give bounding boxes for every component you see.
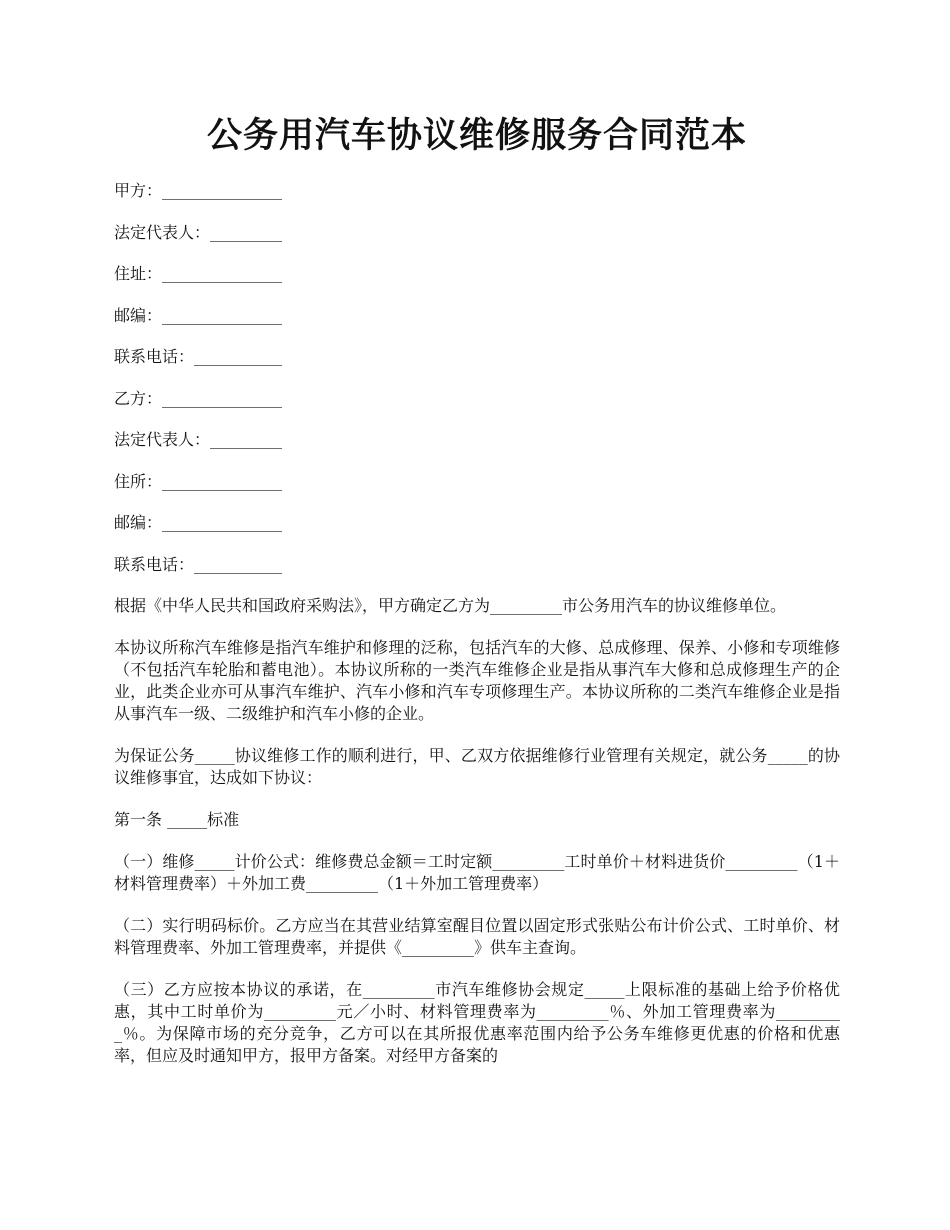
party-b-legal-representative-field: 法定代表人：_________ [114, 430, 283, 449]
preamble-paragraph: 根据《中华人民共和国政府采购法》，甲方确定乙方为_________市公务用汽车的协议维修单位。 [114, 596, 787, 615]
party-b-phone-field: 联系电话：___________ [114, 554, 283, 574]
party-a-legal-representative-field: 法定代表人：_________ [114, 222, 283, 242]
article-one-heading: 第一条 _____标准 [114, 810, 240, 829]
party-a-phone-field: 联系电话：___________ [114, 347, 283, 366]
document-title: 公务用汽车协议维修服务合同范本 [206, 115, 747, 156]
contract-page [114, 0, 840, 1087]
definition-paragraph: 本协议所称汽车维修是指汽车维护和修理的泛称，包括汽车的大修、总成修理、保养、小修和专项维修（不包括汽车轮胎和蓄电池）。本协议所称的一类汽车维修企业是指从事汽车大修和总成修理生产的企业，此类企业亦可从事汽车维护、汽车小修和汽车专项修理生产。本协议所称的二类汽车维修企业是指从事汽车一级、二级维护和汽车小修的企业。 [114, 638, 840, 723]
party-b-postcode-field: 邮编：_______________ [114, 513, 283, 532]
clause-3-discount: （三）乙方应按本协议的承诺，在_________市汽车维修协会规定_____上限标准的基础上给予价格优惠，其中工时单价为_________元／小时、材料管理费率为_________％、外加工管理费率为_________％。为保障市场的充分竞争，乙方可以在其所报优惠率范围内给予公务车维修更优惠的价格和优惠率，但应及时通知甲方，报甲方备案。对经甲方备案的 [114, 980, 840, 1065]
party-a-address-field: 住址：_______________ [114, 264, 283, 283]
purpose-paragraph: 为保证公务_____协议维修工作的顺利进行，甲、乙双方依据维修行业管理有关规定，就公务_____的协议维修事宜，达成如下协议： [114, 746, 840, 787]
party-info-block [114, 180, 840, 576]
clause-1-pricing-formula: （一）维修_____计价公式：维修费总金额＝工时定额_________工时单价＋材料进货价_________（1＋材料管理费率）＋外加工费_________（1＋外加工管理费率） [114, 852, 840, 893]
party-a-postcode-field: 邮编：_______________ [114, 305, 283, 325]
contract-body [114, 595, 840, 1067]
clause-2-price-display: （二）实行明码标价。乙方应当在其营业结算室醒目位置以固定形式张贴公布计价公式、工时单价、材料管理费率、外加工管理费率，并提供《_________》供车主查询。 [114, 916, 840, 957]
party-b-residence-field: 住所：_______________ [114, 471, 283, 491]
party-b-field: 乙方：_______________ [114, 388, 283, 408]
party-a-field: 甲方：_______________ [114, 181, 283, 200]
